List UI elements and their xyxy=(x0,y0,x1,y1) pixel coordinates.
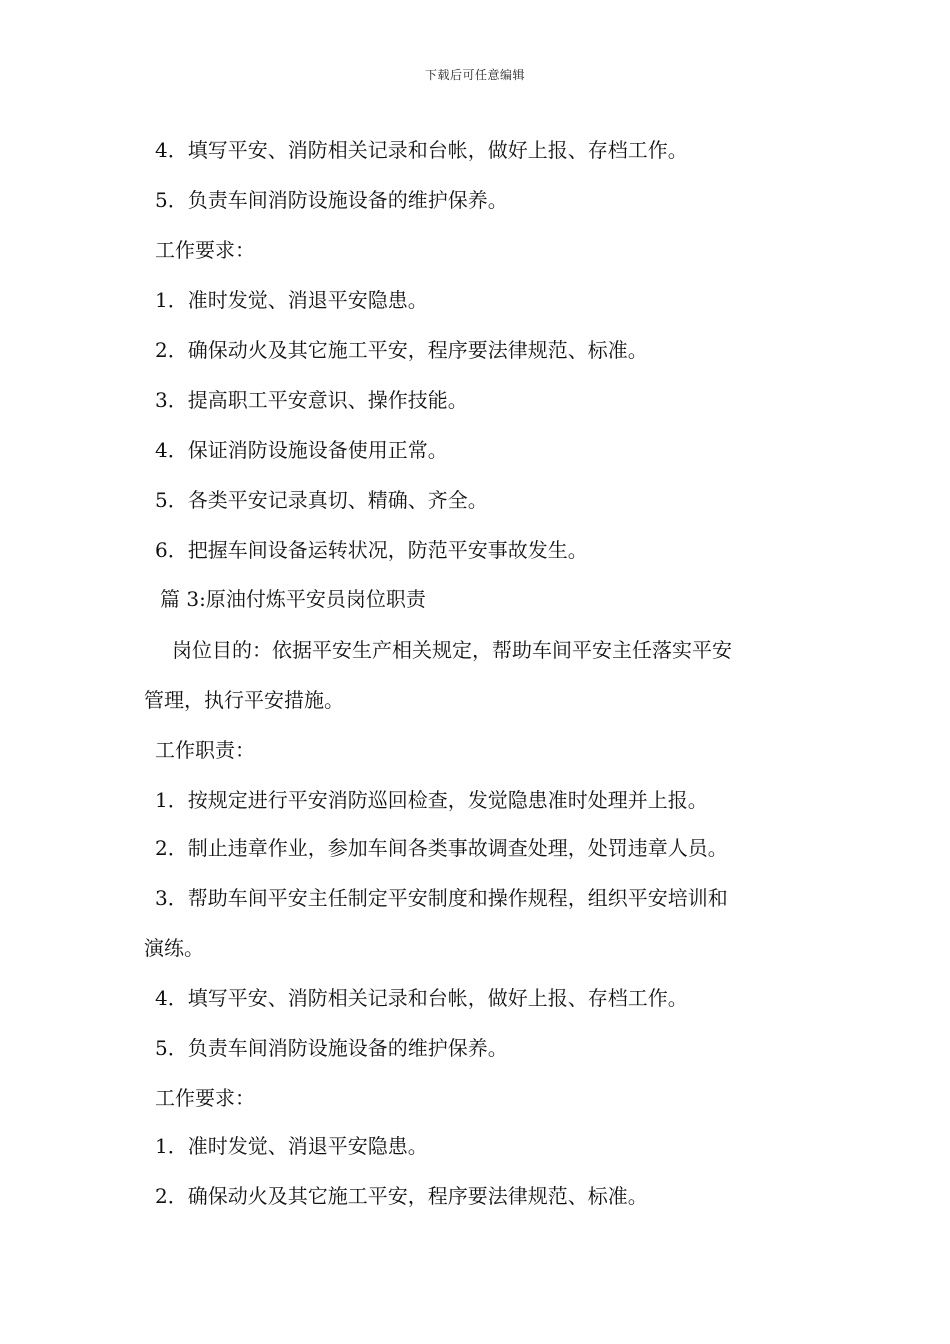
paragraph-line: 5．负责车间消防设施设备的维护保养。 xyxy=(155,1036,508,1060)
paragraph-line: 岗位目的：依据平安生产相关规定，帮助车间平安主任落实平安 xyxy=(172,638,732,662)
paragraph-line: 2．确保动火及其它施工平安，程序要法律规范、标准。 xyxy=(155,1184,648,1208)
paragraph-line: 1．准时发觉、消退平安隐患。 xyxy=(155,1134,428,1158)
paragraph-line: 演练。 xyxy=(144,936,204,960)
paragraph-line: 5．各类平安记录真切、精确、齐全。 xyxy=(155,488,488,512)
paragraph-line: 3．帮助车间平安主任制定平安制度和操作规程，组织平安培训和 xyxy=(155,886,728,910)
chapter-title: 篇 3:原油付炼平安员岗位职责 xyxy=(160,587,426,611)
paragraph-line: 4．填写平安、消防相关记录和台帐，做好上报、存档工作。 xyxy=(155,138,688,162)
paragraph-line: 1．准时发觉、消退平安隐患。 xyxy=(155,288,428,312)
paragraph-line: 6．把握车间设备运转状况，防范平安事故发生。 xyxy=(155,538,588,562)
section-heading: 工作职责： xyxy=(155,738,255,762)
paragraph-line: 4．填写平安、消防相关记录和台帐，做好上报、存档工作。 xyxy=(155,986,688,1010)
paragraph-line: 4．保证消防设施设备使用正常。 xyxy=(155,438,448,462)
paragraph-line: 2．确保动火及其它施工平安，程序要法律规范、标准。 xyxy=(155,338,648,362)
section-heading: 工作要求： xyxy=(155,1086,255,1110)
paragraph-line: 3．提高职工平安意识、操作技能。 xyxy=(155,388,468,412)
paragraph-line: 1．按规定进行平安消防巡回检查，发觉隐患准时处理并上报。 xyxy=(155,788,708,812)
paragraph-line: 5．负责车间消防设施设备的维护保养。 xyxy=(155,188,508,212)
paragraph-line: 2．制止违章作业，参加车间各类事故调查处理，处罚违章人员。 xyxy=(155,836,728,860)
section-heading: 工作要求： xyxy=(155,238,255,262)
paragraph-line: 管理，执行平安措施。 xyxy=(144,688,344,712)
page-header: 下载后可任意编辑 xyxy=(424,68,525,82)
